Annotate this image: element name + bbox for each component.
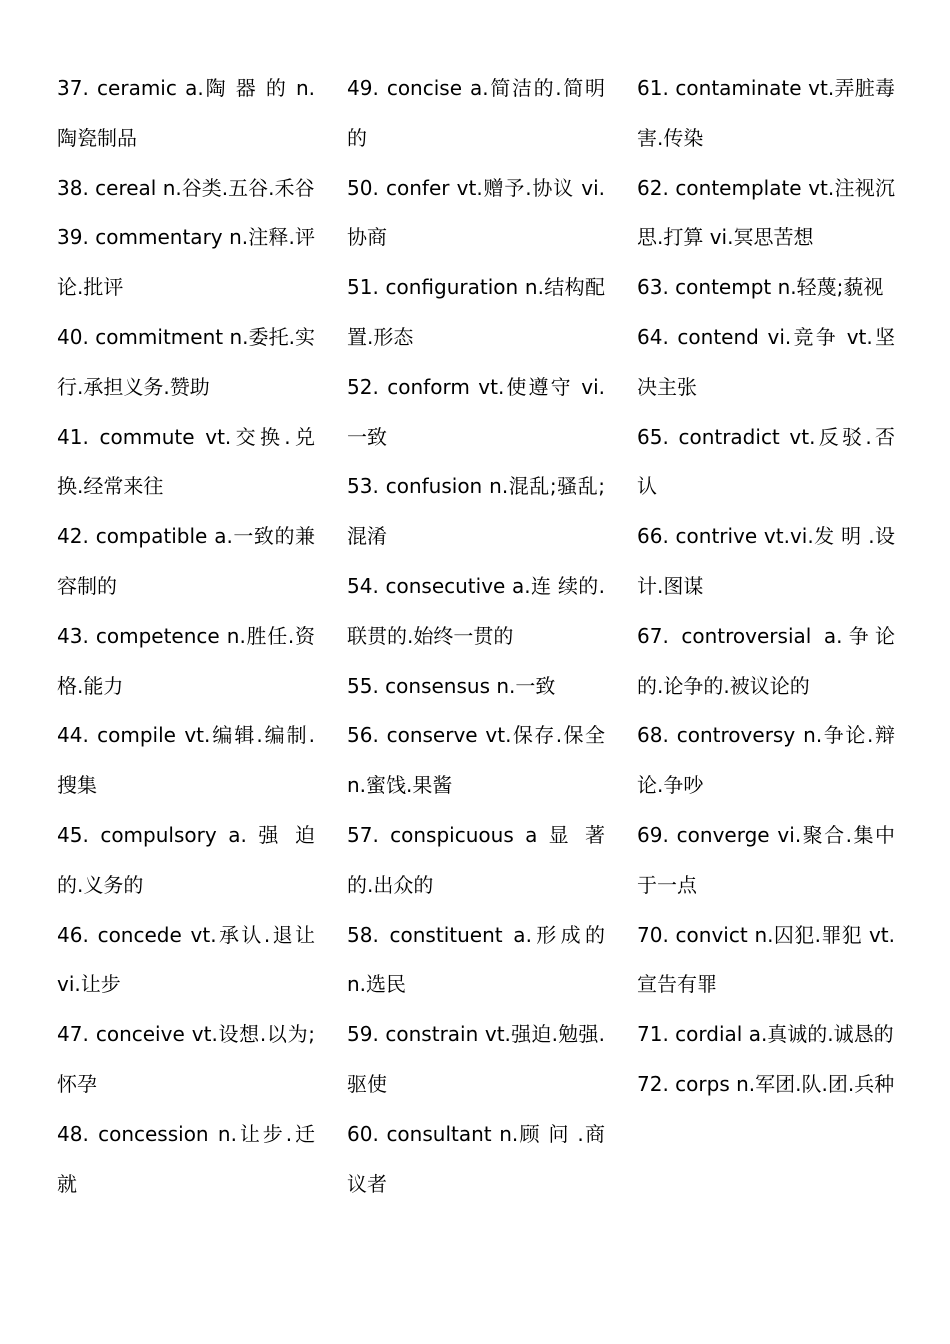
vocab-entry-71: 71. cordial a.真诚的.诚恳的: [637, 1022, 894, 1047]
vocab-entry-72: 72. corps n.军团.队.团.兵种: [637, 1071, 895, 1096]
vocab-entry-42: 42. compatible a.一致的兼容制的: [57, 524, 315, 598]
vocab-entry-55: 55. consensus n.一致: [347, 673, 556, 698]
vocab-entry-53: 53. confusion n.混乱;骚乱;混淆: [347, 474, 605, 549]
vocab-entry-58: 58. constituent a.形成的 n.选民: [347, 922, 605, 997]
vocab-column-1: [57, 64, 315, 1209]
vocab-entry-64: 64. contend vi.竞争 vt.坚决主张: [637, 324, 895, 399]
vocab-entry-69: 69. converge vi.聚合.集中于一点: [637, 822, 895, 897]
vocab-entry-38: 38. cereal n.谷类.五谷.禾谷: [57, 175, 315, 200]
vocab-column-3: [637, 64, 895, 1110]
vocab-entry-40: 40. commitment n.委托.实行.承担义务.赞助: [57, 324, 315, 399]
vocab-entry-70: 70. convict n.囚犯.罪犯 vt.宣告有罪: [637, 922, 895, 997]
vocab-entry-68: 68. controversy n.争论.辩论.争吵: [637, 723, 895, 798]
vocab-entry-62: 62. contemplate vt.注视沉思.打算 vi.冥思苦想: [637, 175, 895, 250]
vocab-entry-63: 63. contempt n.轻蔑;藐视: [637, 275, 884, 300]
vocab-entry-44: 44. compile vt.编辑.编制.搜集: [57, 723, 315, 798]
vocab-entry-61: 61. contaminate vt.弄脏毒害.传染: [637, 76, 895, 150]
vocab-entry-39: 39. commentary n.注释.评论.批评: [57, 225, 315, 300]
vocab-entry-41: 41. commute vt.交换.兑换.经常来往: [57, 424, 315, 499]
vocab-entry-45: 45. compulsory a. 强 迫的.义务的: [57, 822, 315, 897]
vocab-entry-48: 48. concession n.让步.迁就: [57, 1121, 315, 1196]
vocab-entry-54: 54. consecutive a.连 续的.联贯的.始终一贯的: [347, 573, 605, 648]
vocab-entry-56: 56. conserve vt.保存.保全 n.蜜饯.果酱: [347, 723, 605, 798]
vocab-column-2: [347, 64, 605, 1209]
vocab-entry-50: 50. confer vt.赠予.协议 vi.协商: [347, 175, 605, 250]
vocab-entry-59: 59. constrain vt.强迫.勉强.驱使: [347, 1022, 605, 1096]
vocab-entry-52: 52. conform vt.使遵守 vi.一致: [347, 374, 605, 449]
vocab-entry-67: 67. controversial a.争论的.论争的.被议论的: [637, 623, 895, 698]
vocab-entry-47: 47. conceive vt.设想.以为;怀孕: [57, 1022, 315, 1096]
vocab-entry-49: 49. concise a.简洁的.简明的: [347, 76, 605, 150]
vocab-entry-43: 43. competence n.胜任.资格.能力: [57, 623, 315, 698]
vocab-entry-60: 60. consultant n.顾 问 .商议者: [347, 1121, 605, 1196]
vocab-entry-66: 66. contrive vt.vi.发 明 .设计.图谋: [637, 524, 895, 598]
vocab-entry-51: 51. configuration n.结构配置.形态: [347, 275, 605, 349]
vocab-entry-37: 37. ceramic a.陶 器 的 n.陶瓷制品: [57, 76, 315, 150]
vocab-entry-65: 65. contradict vt.反驳.否认: [637, 424, 895, 499]
vocab-entry-57: 57. conspicuous a 显 著的.出众的: [347, 822, 605, 897]
vocab-entry-46: 46. concede vt.承认.退让 vi.让步: [57, 922, 315, 997]
